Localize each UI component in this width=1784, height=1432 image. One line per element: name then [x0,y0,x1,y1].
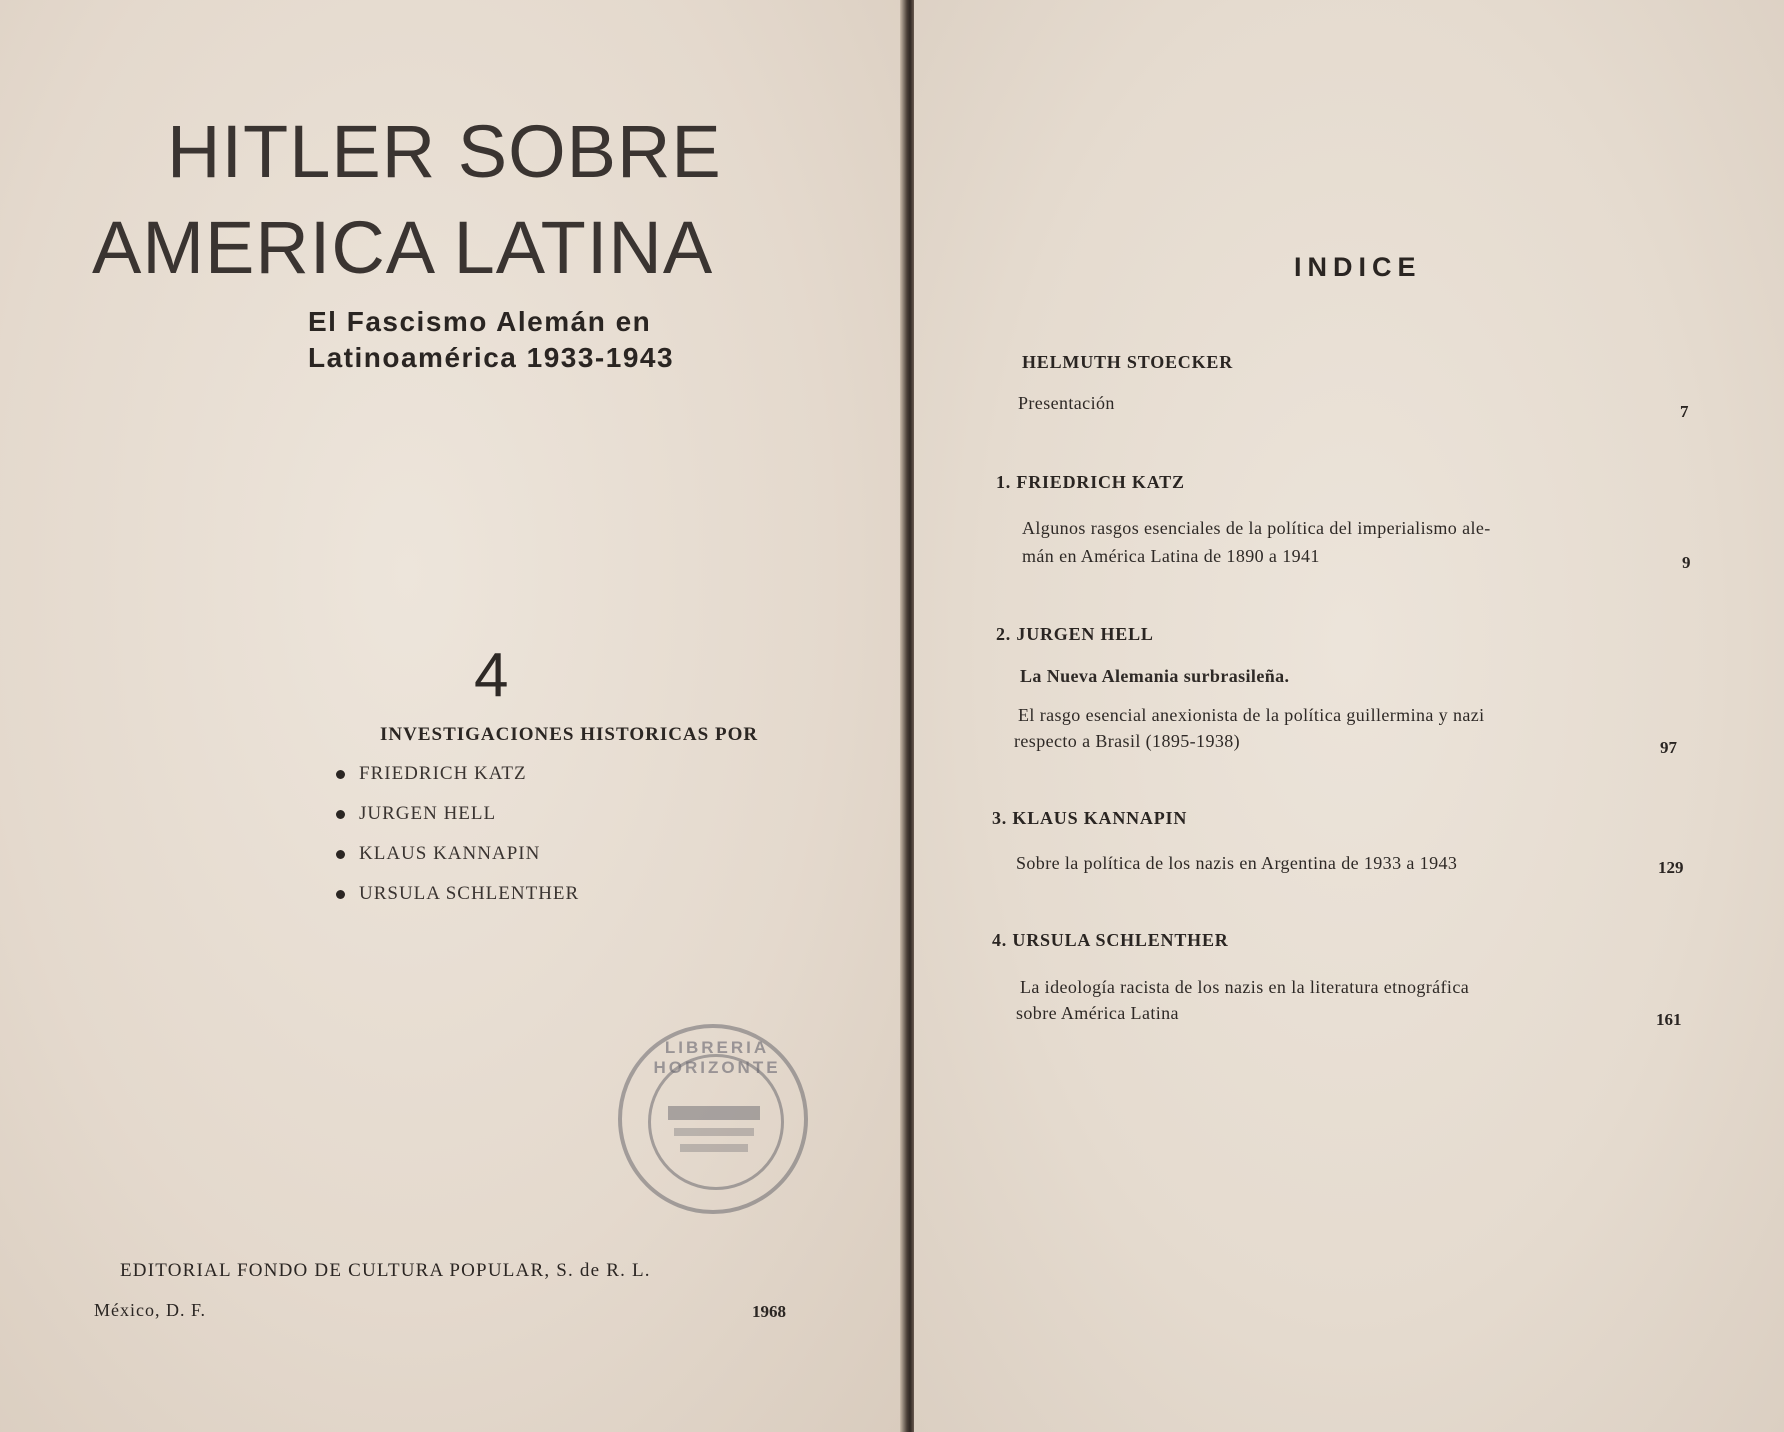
toc-line: Sobre la política de los nazis en Argentina de 1933 a 1943 [1016,853,1458,873]
toc-line: Presentación [1018,393,1115,413]
toc-line: Algunos rasgos esenciales de la política del imperialismo ale- [1022,518,1491,538]
subtitle-line-1: El Fascismo Alemán en [308,306,652,337]
toc-author: 3. KLAUS KANNAPIN [992,808,1188,828]
toc-page-number: 129 [1658,858,1684,877]
subtitle-line-2: Latinoamérica 1933-1943 [308,342,675,373]
toc-subtitle: La Nueva Alemania surbrasileña. [1020,666,1290,686]
bullet-icon [336,810,345,819]
stamp-band [674,1128,754,1136]
toc-author: HELMUTH STOECKER [1022,352,1234,372]
stamp-band [680,1144,748,1152]
toc-line: sobre América Latina [1016,1003,1179,1023]
toc-author: 2. JURGEN HELL [996,624,1154,644]
author-name: KLAUS KANNAPIN [359,843,541,864]
title-line-1: HITLER SOBRE [167,110,722,193]
publication-year: 1968 [752,1302,786,1321]
book-subtitle [308,304,808,376]
publisher: EDITORIAL FONDO DE CULTURA POPULAR, S. de R. L. [120,1260,651,1281]
stamp-text: LIBRERIA HORIZONTE [653,1038,781,1077]
toc-page-number: 7 [1680,402,1689,421]
toc-line: respecto a Brasil (1895-1938) [1014,731,1241,751]
author-item [336,762,579,802]
index-heading: INDICE [1294,252,1422,282]
toc-line: mán en América Latina de 1890 a 1941 [1022,546,1320,566]
bookstore-stamp [618,1024,808,1214]
research-heading: INVESTIGACIONES HISTORICAS POR [380,724,759,745]
bullet-icon [336,850,345,859]
bullet-icon [336,890,345,899]
publication-place: México, D. F. [94,1300,207,1320]
volume-number: 4 [474,641,509,710]
author-item [336,882,579,922]
toc-page-number: 9 [1682,553,1691,572]
toc-page-number: 97 [1660,738,1677,757]
bullet-icon [336,770,345,779]
author-list [336,762,579,922]
title-line-2: AMERICA LATINA [92,206,714,289]
author-name: URSULA SCHLENTHER [359,883,580,904]
toc-page-number: 161 [1656,1010,1682,1029]
author-name: FRIEDRICH KATZ [359,763,527,784]
book-title [92,104,812,296]
author-item [336,842,579,882]
index-page [914,0,1784,1432]
stamp-band [668,1106,760,1120]
stamp-inner-ring [648,1054,784,1190]
author-item [336,802,579,842]
toc-line: La ideología racista de los nazis en la literatura etnográfica [1020,977,1470,997]
toc-line: El rasgo esencial anexionista de la política guillermina y nazi [1018,705,1485,725]
author-name: JURGEN HELL [359,803,497,824]
toc-author: 1. FRIEDRICH KATZ [996,472,1185,492]
toc-author: 4. URSULA SCHLENTHER [992,930,1229,950]
